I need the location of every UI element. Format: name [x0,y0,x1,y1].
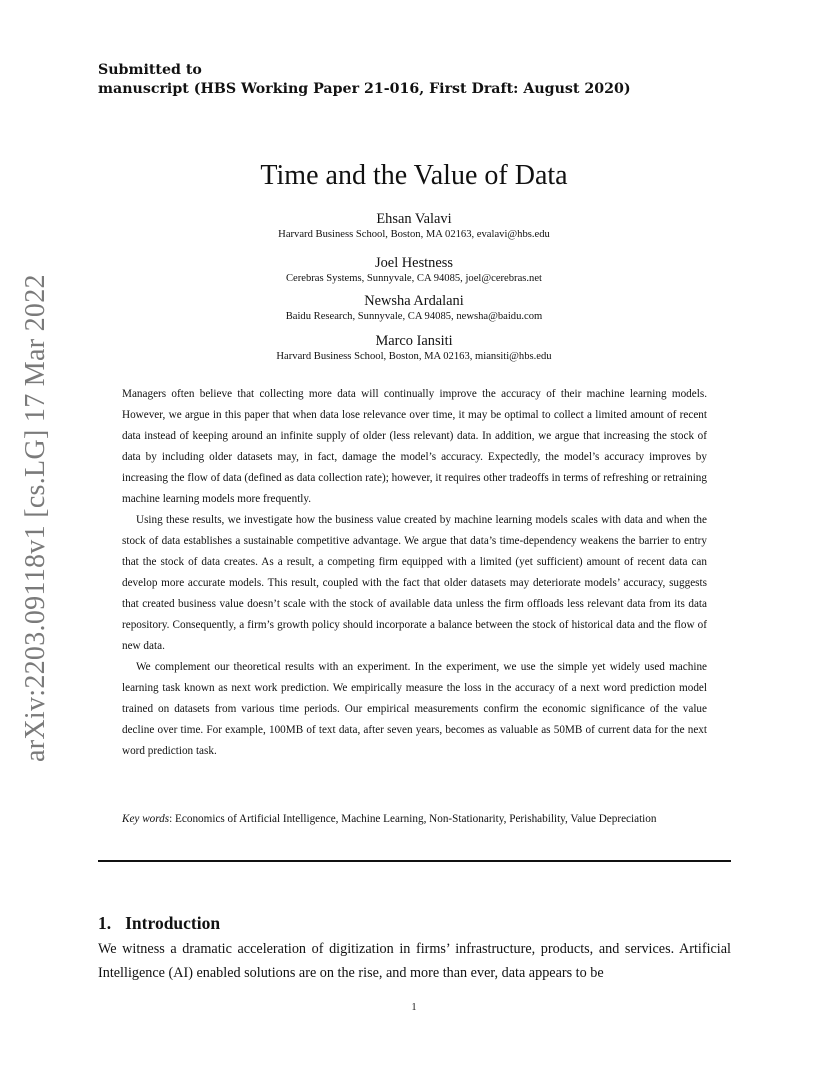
abstract-paragraph-1: Managers often believe that collecting more data will continually improve the accuracy of their machine learning models. However, we argue in this paper that when data lose relevance over time, it may be optimal to collect a limited amount of recent data instead of keeping around an infinite supply of older (less relevant) data. In addition, we argue that increasing the stock of data by including older datasets may, in fact, damage the model’s accuracy. Expectedly, the model’s accuracy improves by increasing the flow of data (defined as data collection rate); however, it requires other tradeoffs in terms of refreshing or retraining machine learning models more frequently. [122,388,707,505]
abstract [122,384,707,762]
submission-line-1: Submitted to [98,62,202,78]
section-number: 1. [98,913,112,933]
section-heading [98,913,220,934]
author-block-2 [0,254,828,286]
page-number: 1 [411,1002,417,1013]
author-block-4 [0,332,828,364]
submission-line-2: manuscript (HBS Working Paper 21-016, First Draft: August 2020) [98,81,631,97]
abstract-paragraph-2: Using these results, we investigate how the business value created by machine learning models scales with data and when the stock of data establishes a sustainable competitive advantage. We argue that data’s time-dependency weakens the barrier to entry that the stock of data creates. As a result, a competing firm equipped with a limited (yet sufficient) amount of recent data can develop more accurate models. This result, coupled with the fact that older datasets may deteriorate models’ accuracy, suggests that created business value doesn’t scale with the stock of available data unless the firm offloads less relevant data from its data repository. Consequently, a firm’s growth policy should incorporate a balance between the stock of historical data and the flow of new data. [122,514,707,652]
arxiv-identifier: arXiv:2203.09118v1 [cs.LG] 17 Mar 2022 [20,274,51,762]
author-block-3 [0,292,828,324]
author-name: Newsha Ardalani [364,293,464,309]
author-name: Marco Iansiti [375,333,453,349]
author-name: Ehsan Valavi [376,211,452,227]
author-affiliation: Cerebras Systems, Sunnyvale, CA 94085, joel@cerebras.net [285,273,542,284]
section-divider [98,860,731,862]
paper-title: Time and the Value of Data [260,160,568,191]
author-name: Joel Hestness [375,255,453,271]
submission-header [98,61,631,99]
keywords-text: Economics of Artificial Intelligence, Machine Learning, Non-Stationarity, Perishability, Value Depreciation [175,813,657,825]
author-affiliation: Baidu Research, Sunnyvale, CA 94085, newsha@baidu.com [285,311,543,322]
author-affiliation: Harvard Business School, Boston, MA 02163, evalavi@hbs.edu [278,229,550,240]
keywords: Key words: Economics of Artificial Intelligence, Machine Learning, Non-Stationarity, Perishability, Value Depreciation [122,813,657,825]
author-block-1 [0,210,828,242]
author-affiliation: Harvard Business School, Boston, MA 02163, miansiti@hbs.edu [276,351,552,362]
intro-paragraph: We witness a dramatic acceleration of digitization in firms’ infrastructure, products, and services. Artificial Intelligence (AI) enabled solutions are on the rise, and more than ever, data appears to be [98,941,731,981]
section-title: Introduction [125,913,221,933]
keywords-label: Key words [122,813,170,825]
abstract-paragraph-3: We complement our theoretical results with an experiment. In the experiment, we use the simple yet widely used machine learning task known as next work prediction. We empirically measure the loss in the accuracy of a next word prediction model trained on datasets from various time periods. Our empirical measurements confirm the economic significance of the value decline over time. For example, 100MB of text data, after seven years, becomes as valuable as 50MB of current data for the next word prediction task. [122,661,707,757]
